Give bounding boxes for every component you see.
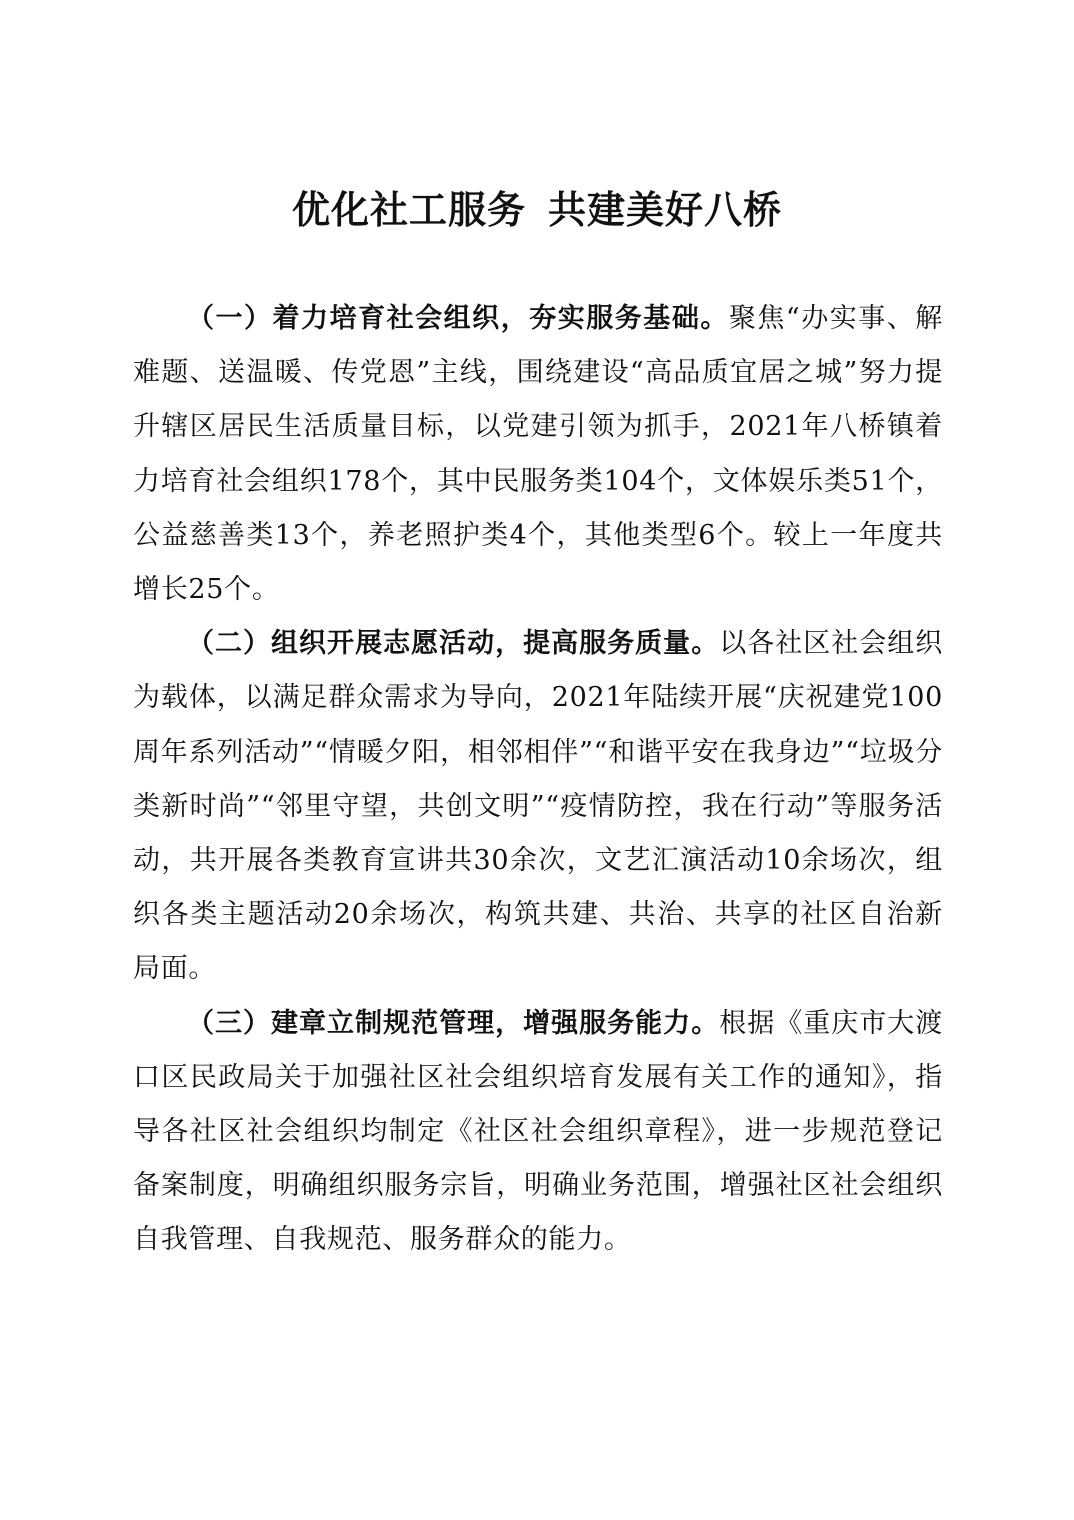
title-part-2: 共建美好八桥 — [548, 187, 783, 232]
paragraph-1 — [133, 292, 943, 617]
document-body — [133, 292, 943, 1268]
paragraph-1-text: 聚焦“办实事、解难题、送温暖、传党恩”主线，围绕建设“高品质宜居之城”努力提升辖区居民生活质量目标，以党建引领为抓手，2021年八桥镇着力培育社会组织178个，其中民服务类104个，文体娱乐类51个，公益慈善类13个，养老照护类4个，其他类型6个。较上一年度共增长25个。 — [133, 303, 943, 606]
title-part-1: 优化社工服务 — [291, 187, 526, 232]
paragraph-2 — [133, 617, 943, 996]
paragraph-2-heading: （二）组织开展志愿活动，提高服务质量。 — [187, 628, 720, 660]
paragraph-3-heading: （三）建章立制规范管理，增强服务能力。 — [187, 1007, 720, 1039]
paragraph-3-text: 根据《重庆市大渡口区民政局关于加强社区社会组织培育发展有关工作的通知》，指导各社区社会组织均制定《社区社会组织章程》，进一步规范登记备案制度，明确组织服务宗旨，明确业务范围，增强社区社会组织自我管理、自我规范、服务群众的能力。 — [133, 1007, 943, 1256]
paragraph-1-heading: （一）着力培育社会组织，夯实服务基础。 — [187, 303, 729, 334]
paragraph-2-text: 以各社区社会组织为载体，以满足群众需求为导向，2021年陆续开展“庆祝建党100周年系列活动”“情暖夕阳，相邻相伴”“和谐平安在我身边”“垃圾分类新时尚”“邻里守望，共创文明”“疫情防控，我在行动”等服务活动，共开展各类教育宣讲共30余次，文艺汇演活动10余场次，组织各类主题活动20余场次，构筑共建、共治、共享的社区自治新局面。 — [133, 628, 943, 985]
document-title — [0, 180, 1074, 240]
paragraph-3 — [133, 997, 943, 1268]
